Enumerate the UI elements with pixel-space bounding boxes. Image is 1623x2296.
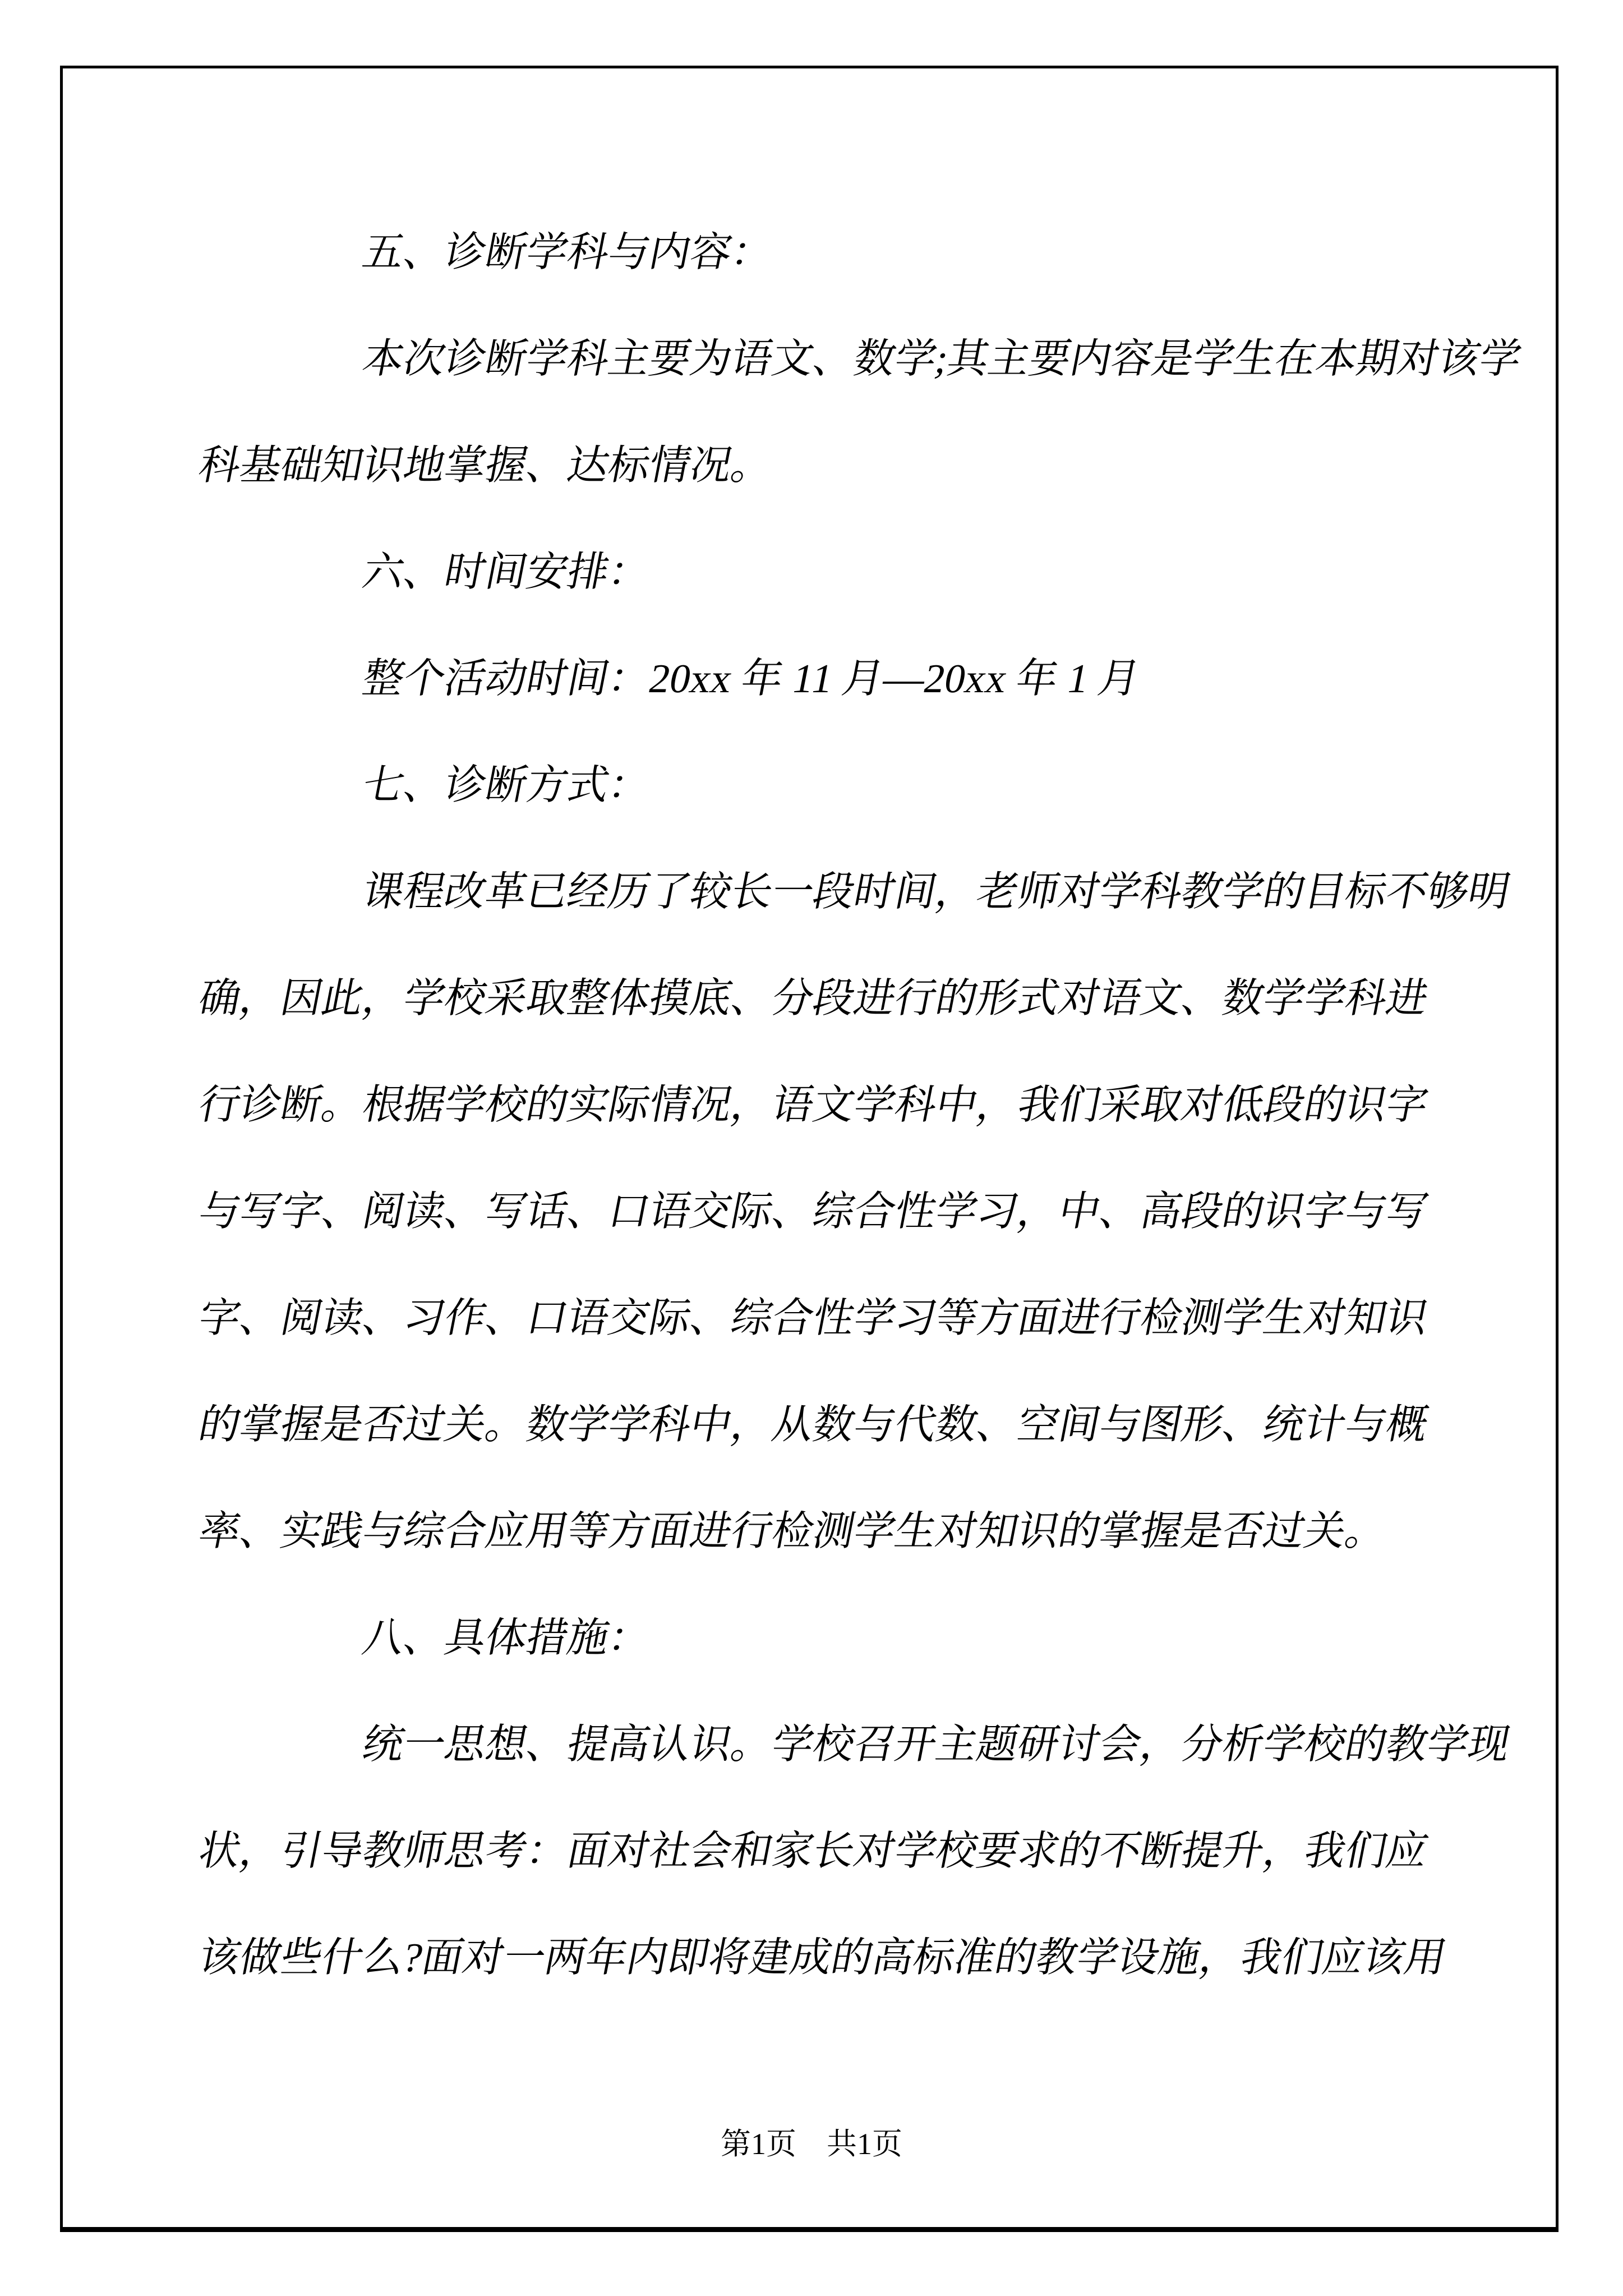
text-line-content: 统一思想、提高认识。学校召开主题研讨会，分析学校的教学现 (358, 1722, 1514, 1767)
text-line (196, 1158, 1455, 1265)
text-line (196, 625, 1455, 732)
document-body (195, 199, 1525, 2011)
text-line (196, 1904, 1455, 2011)
text-line (196, 306, 1525, 412)
text-line-content: 状，引导教师思考：面对社会和家长对学校要求的不断提升，我们应 (195, 1828, 1432, 1874)
text-line (196, 732, 1455, 839)
text-line-content: 确，因此，学校采取整体摸底、分段进行的形式对语文、数学学科进 (195, 976, 1432, 1021)
text-line-content: 率、实践与综合应用等方面进行检测学生对知识的掌握是否过关。 (195, 1508, 1391, 1554)
text-line (196, 1265, 1455, 1372)
text-line-content: 八、具体措施： (358, 1615, 654, 1660)
text-line-content: 字、阅读、习作、口语交际、综合性学习等方面进行检测学生对知识 (195, 1295, 1432, 1341)
text-line-content: 科基础知识地掌握、达标情况。 (195, 443, 777, 488)
text-line (196, 1478, 1455, 1585)
text-line-content: 本次诊断学科主要为语文、数学;其主要内容是学生在本期对该学 (358, 336, 1525, 381)
text-line (196, 1052, 1455, 1158)
text-line-content: 七、诊断方式： (358, 762, 654, 808)
text-line (196, 1691, 1514, 1798)
text-line-content: 整个活动时间：20xx 年 11 月—20xx 年 1 月 (358, 656, 1144, 701)
page-footer (0, 2129, 1623, 2159)
text-line (196, 1585, 1455, 1691)
text-line-content: 行诊断。根据学校的实际情况，语文学科中，我们采取对低段的识字 (195, 1082, 1432, 1128)
text-line (196, 519, 1455, 625)
text-line-content: 与写字、阅读、写话、口语交际、综合性学习，中、高段的识字与写 (195, 1189, 1432, 1234)
text-line-content: 该做些什么?面对一两年内即将建成的高标准的教学设施，我们应该用 (195, 1935, 1451, 1980)
text-line (196, 412, 1455, 519)
text-line (196, 199, 1455, 306)
text-line (196, 839, 1514, 945)
text-line-content: 课程改革已经历了较长一段时间，老师对学科教学的目标不够明 (358, 869, 1514, 914)
text-line (196, 1798, 1455, 1904)
page-number-text: 第1页 共1页 (721, 2127, 902, 2161)
text-line-content: 六、时间安排： (358, 549, 654, 595)
text-line-content: 的掌握是否过关。数学学科中，从数与代数、空间与图形、统计与概 (195, 1402, 1432, 1447)
text-line-content: 五、诊断学科与内容： (358, 229, 777, 275)
text-line (196, 1372, 1455, 1478)
text-line (196, 945, 1455, 1052)
